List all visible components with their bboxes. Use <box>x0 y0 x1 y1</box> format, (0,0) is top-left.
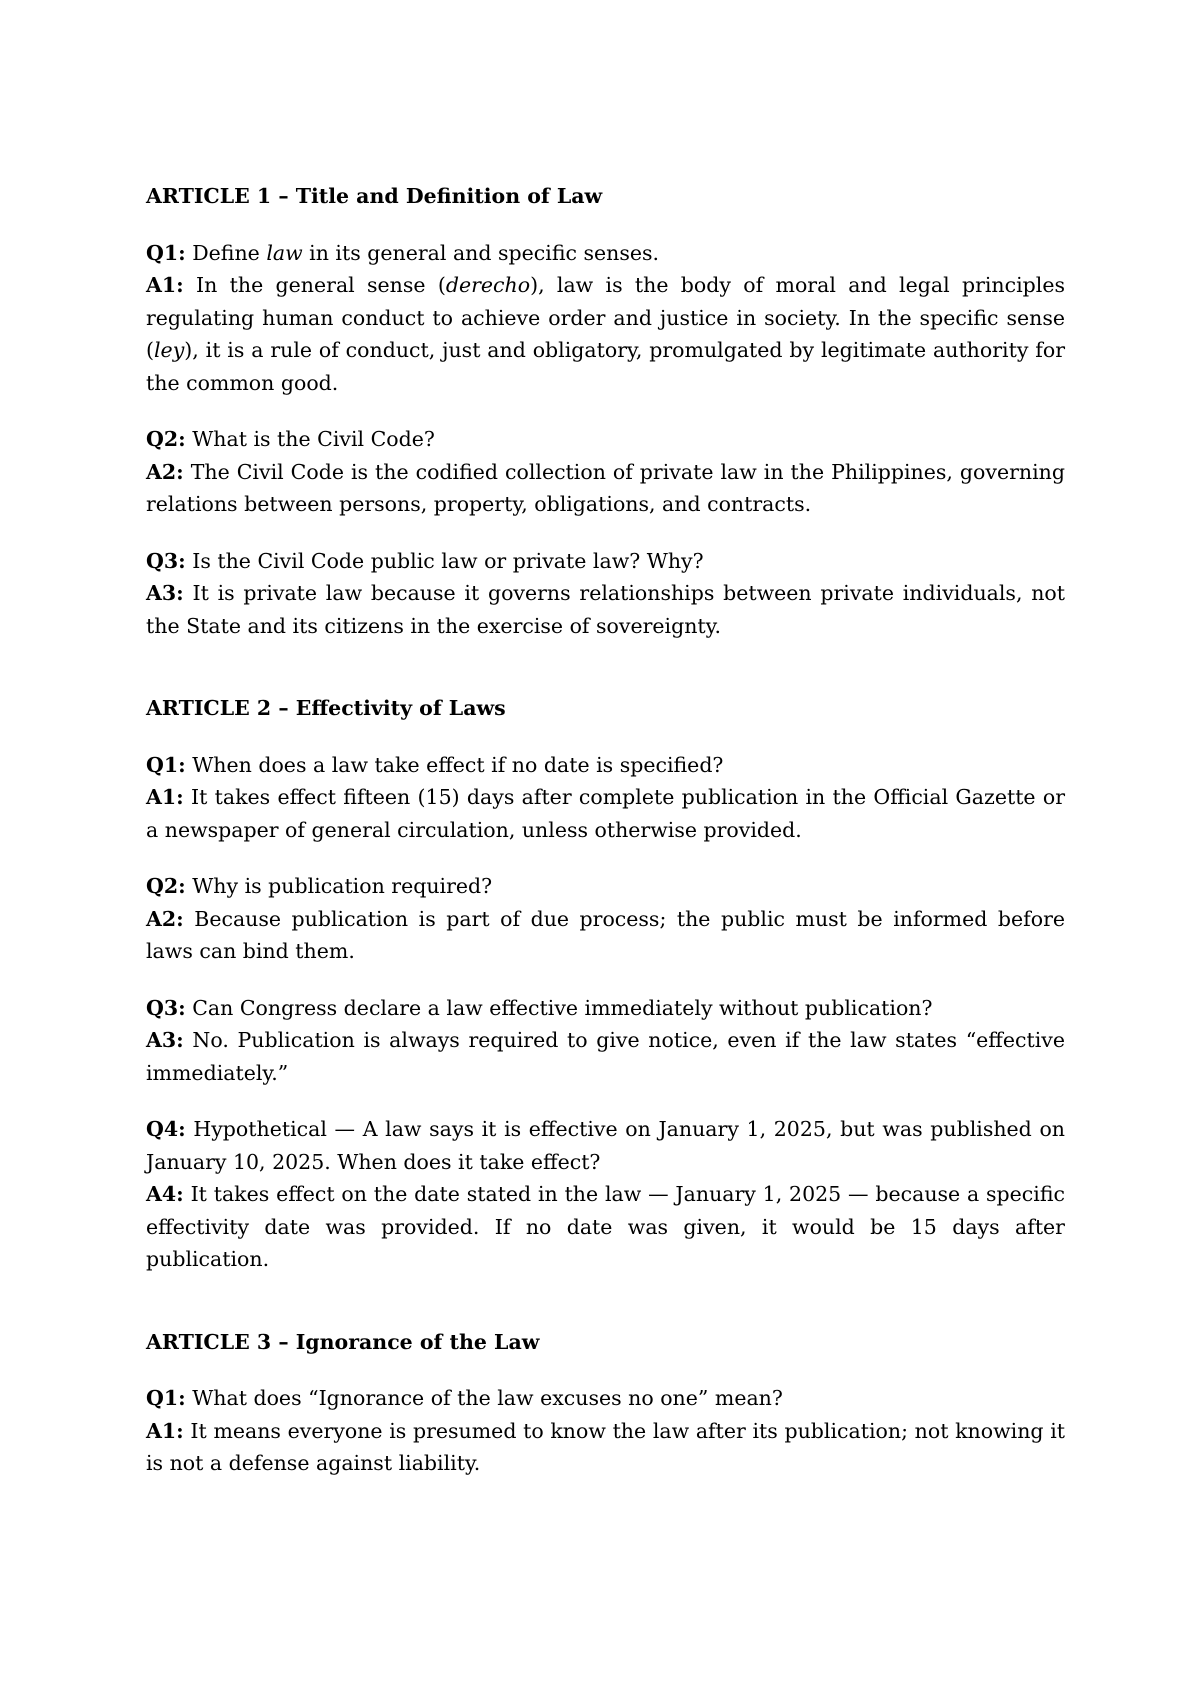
question-label: Q3: <box>146 548 186 573</box>
question-label: Q1: <box>146 1386 186 1410</box>
question-text: Is the Civil Code public law or private law? Why? <box>185 548 704 573</box>
article-section <box>146 180 1065 642</box>
question-text: When does a law take effect if no date is specified? <box>185 752 724 777</box>
answer <box>146 577 1065 642</box>
answer-label: A1: <box>146 785 184 809</box>
answer <box>146 1415 1065 1480</box>
answer-text: ), it is a rule of conduct, just and obligatory, promulgated by legitimate authority for the common good. <box>146 338 1065 395</box>
article-title: ARTICLE 3 – Ignorance of the Law <box>146 1329 540 1354</box>
question <box>146 237 1065 270</box>
document-body <box>146 180 1065 1480</box>
question-text: Can Congress declare a law effective immediately without publication? <box>185 995 933 1020</box>
answer-text: It takes effect fifteen (15) days after complete publication in the Official Gazette or a newspaper of general circulation, unless otherwise provided. <box>146 785 1065 842</box>
answer-italic-term: ley <box>154 338 185 362</box>
question-label: Q2: <box>146 427 186 451</box>
answer-text: No. Publication is always required to give notice, even if the law states “effective immediately.” <box>146 1028 1065 1085</box>
answer-label: A2: <box>146 906 184 931</box>
question-italic-term: law <box>266 240 303 265</box>
question <box>146 749 1065 782</box>
qa-pair <box>146 870 1065 968</box>
answer <box>146 1024 1065 1089</box>
answer-text: The Civil Code is the codified collection of private law in the Philippines, governing relations between persons, property, obligations, and contracts. <box>146 459 1065 516</box>
answer <box>146 781 1065 846</box>
question-text: Why is publication required? <box>185 874 493 898</box>
question <box>146 1382 1065 1415</box>
answer <box>146 456 1065 521</box>
answer <box>146 1178 1065 1276</box>
question <box>146 423 1065 456</box>
answer <box>146 269 1065 399</box>
qa-pair <box>146 545 1065 643</box>
answer-text: It takes effect on the date stated in the law — January 1, 2025 — because a specific effectivity date was provided. If no date was given, it would be 15 days after publication. <box>146 1182 1065 1271</box>
answer <box>146 903 1065 968</box>
article-section <box>146 692 1065 1276</box>
question <box>146 870 1065 903</box>
answer-text: ), law is the body of moral and legal principles regulating human conduct to achieve order and justice in society. In the specific sense ( <box>146 273 1066 362</box>
question-label: Q1: <box>146 752 186 777</box>
answer-italic-term: derecho <box>445 273 531 297</box>
answer-label: A1: <box>146 1418 184 1443</box>
article-title: ARTICLE 2 – Effectivity of Laws <box>146 696 506 720</box>
question-text: What does “Ignorance of the law excuses no one” mean? <box>185 1386 783 1410</box>
qa-pair <box>146 1113 1065 1276</box>
question <box>146 545 1065 578</box>
article-title: ARTICLE 1 – Title and Definition of Law <box>146 184 603 208</box>
qa-pair <box>146 1382 1065 1480</box>
qa-pair <box>146 423 1065 521</box>
question-text: Hypothetical — A law says it is effective on January 1, 2025, but was published on January 10, 2025. When does it take effect? <box>146 1117 1065 1174</box>
article-section <box>146 1326 1065 1480</box>
answer-label: A3: <box>146 581 184 605</box>
answer-label: A3: <box>146 1028 184 1052</box>
question-text: in its general and specific senses. <box>302 240 660 265</box>
question-label: Q4: <box>146 1117 186 1141</box>
question-text: What is the Civil Code? <box>185 427 435 451</box>
qa-pair <box>146 749 1065 847</box>
answer-label: A4: <box>146 1182 184 1206</box>
question <box>146 1113 1065 1178</box>
question <box>146 992 1065 1025</box>
qa-pair <box>146 992 1065 1090</box>
answer-text: It is private law because it governs relationships between private individuals, not the State and its citizens in the exercise of sovereignty. <box>146 581 1065 638</box>
question-label: Q3: <box>146 995 186 1020</box>
answer-text: Because publication is part of due process; the public must be informed before laws can bind them. <box>146 906 1065 963</box>
answer-label: A1: <box>146 273 184 297</box>
question-label: Q1: <box>146 240 186 265</box>
qa-pair <box>146 237 1065 400</box>
answer-label: A2: <box>146 459 184 484</box>
question-text: Define <box>185 240 267 265</box>
answer-text: It means everyone is presumed to know the law after its publication; not knowing it is not a defense against liability. <box>146 1418 1065 1475</box>
answer-text: In the general sense ( <box>183 273 446 297</box>
question-label: Q2: <box>146 874 186 898</box>
